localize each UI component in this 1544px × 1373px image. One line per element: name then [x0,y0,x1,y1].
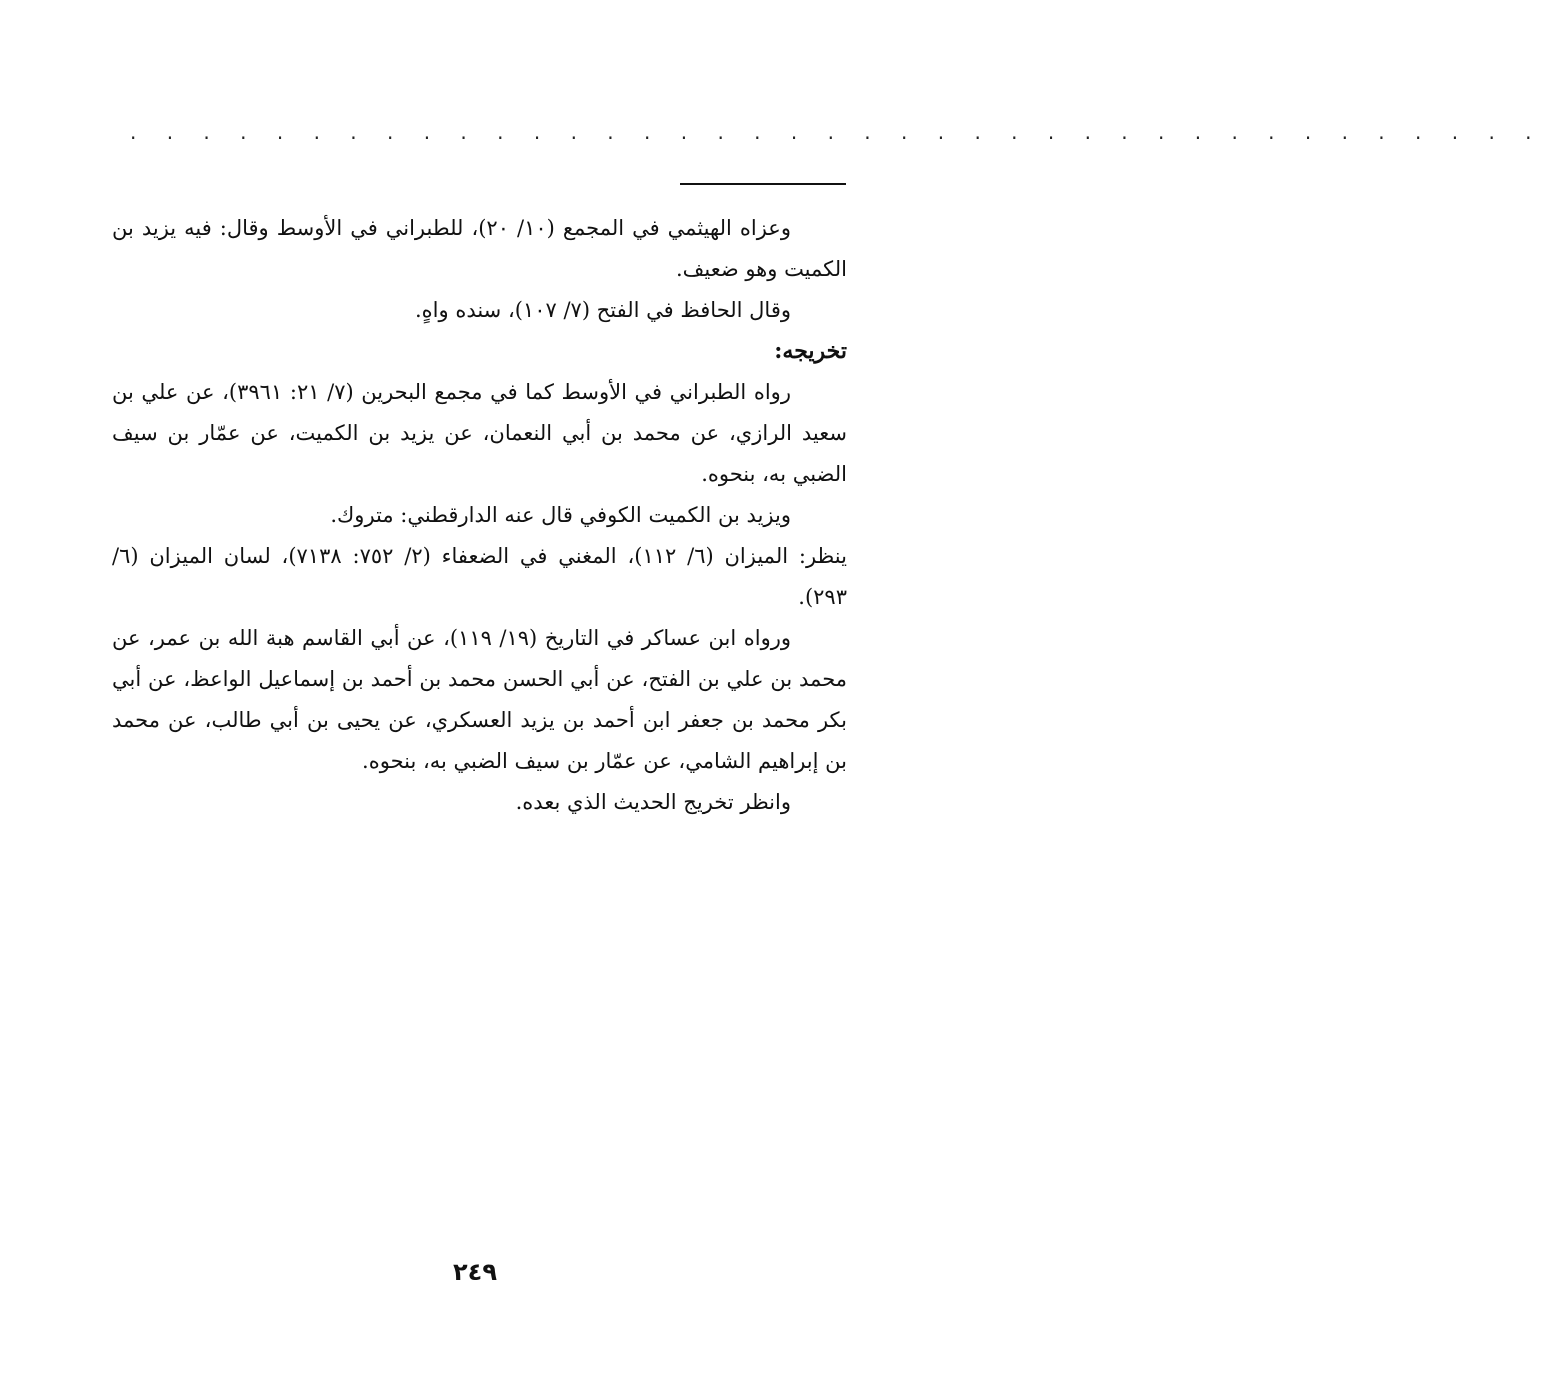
paragraph-see-next: وانظر تخريج الحديث الذي بعده. [515,790,791,814]
paragraph-haythami: وعزاه الهيثمي في المجمع (١٠/ ٢٠)، للطبراني في الأوسط وقال: فيه يزيد بن الكميت وهو ضعيف. [112,216,847,281]
paragraph-yazid: ويزيد بن الكميت الكوفي قال عنه الدارقطني: متروك. [330,503,791,527]
paragraph-tabarani: رواه الطبراني في الأوسط كما في مجمع البحرين (٧/ ٢١: ٣٩٦١)، عن علي بن سعيد الرازي، عن محمد بن أبي النعمان، عن يزيد بن الكميت، عن عمّار بن سيف الضبي به، بنحوه. [112,380,847,486]
separator-dots: . . . . . . . . . . . . . . . . . . . . . . . . . . . . . . . . . . . . . . . [130,120,1544,144]
paragraph-references: ينظر: الميزان (٦/ ١١٢)، المغني في الضعفاء (٢/ ٧٥٢: ٧١٣٨)، لسان الميزان (٦/ ٢٩٣). [112,544,847,609]
footnote-text [112,208,847,823]
section-heading-takhrij: تخريجه: [774,338,847,364]
paragraph-hafiz: وقال الحافظ في الفتح (٧/ ١٠٧)، سنده واهٍ. [414,298,791,322]
footnote-rule [680,183,846,185]
page-number: ٢٤٩ [453,1258,497,1286]
paragraph-ibn-asakir: ورواه ابن عساكر في التاريخ (١٩/ ١١٩)، عن أبي القاسم هبة الله بن عمر، عن محمد بن علي بن الفتح، عن أبي الحسن محمد بن أحمد بن إسماعيل الواعظ، عن أبي بكر محمد بن جعفر ابن أحمد بن يزيد العسكري، عن يحيى بن أبي طالب، عن محمد بن إبراهيم الشامي، عن عمّار بن سيف الضبي به، بنحوه. [112,626,847,773]
